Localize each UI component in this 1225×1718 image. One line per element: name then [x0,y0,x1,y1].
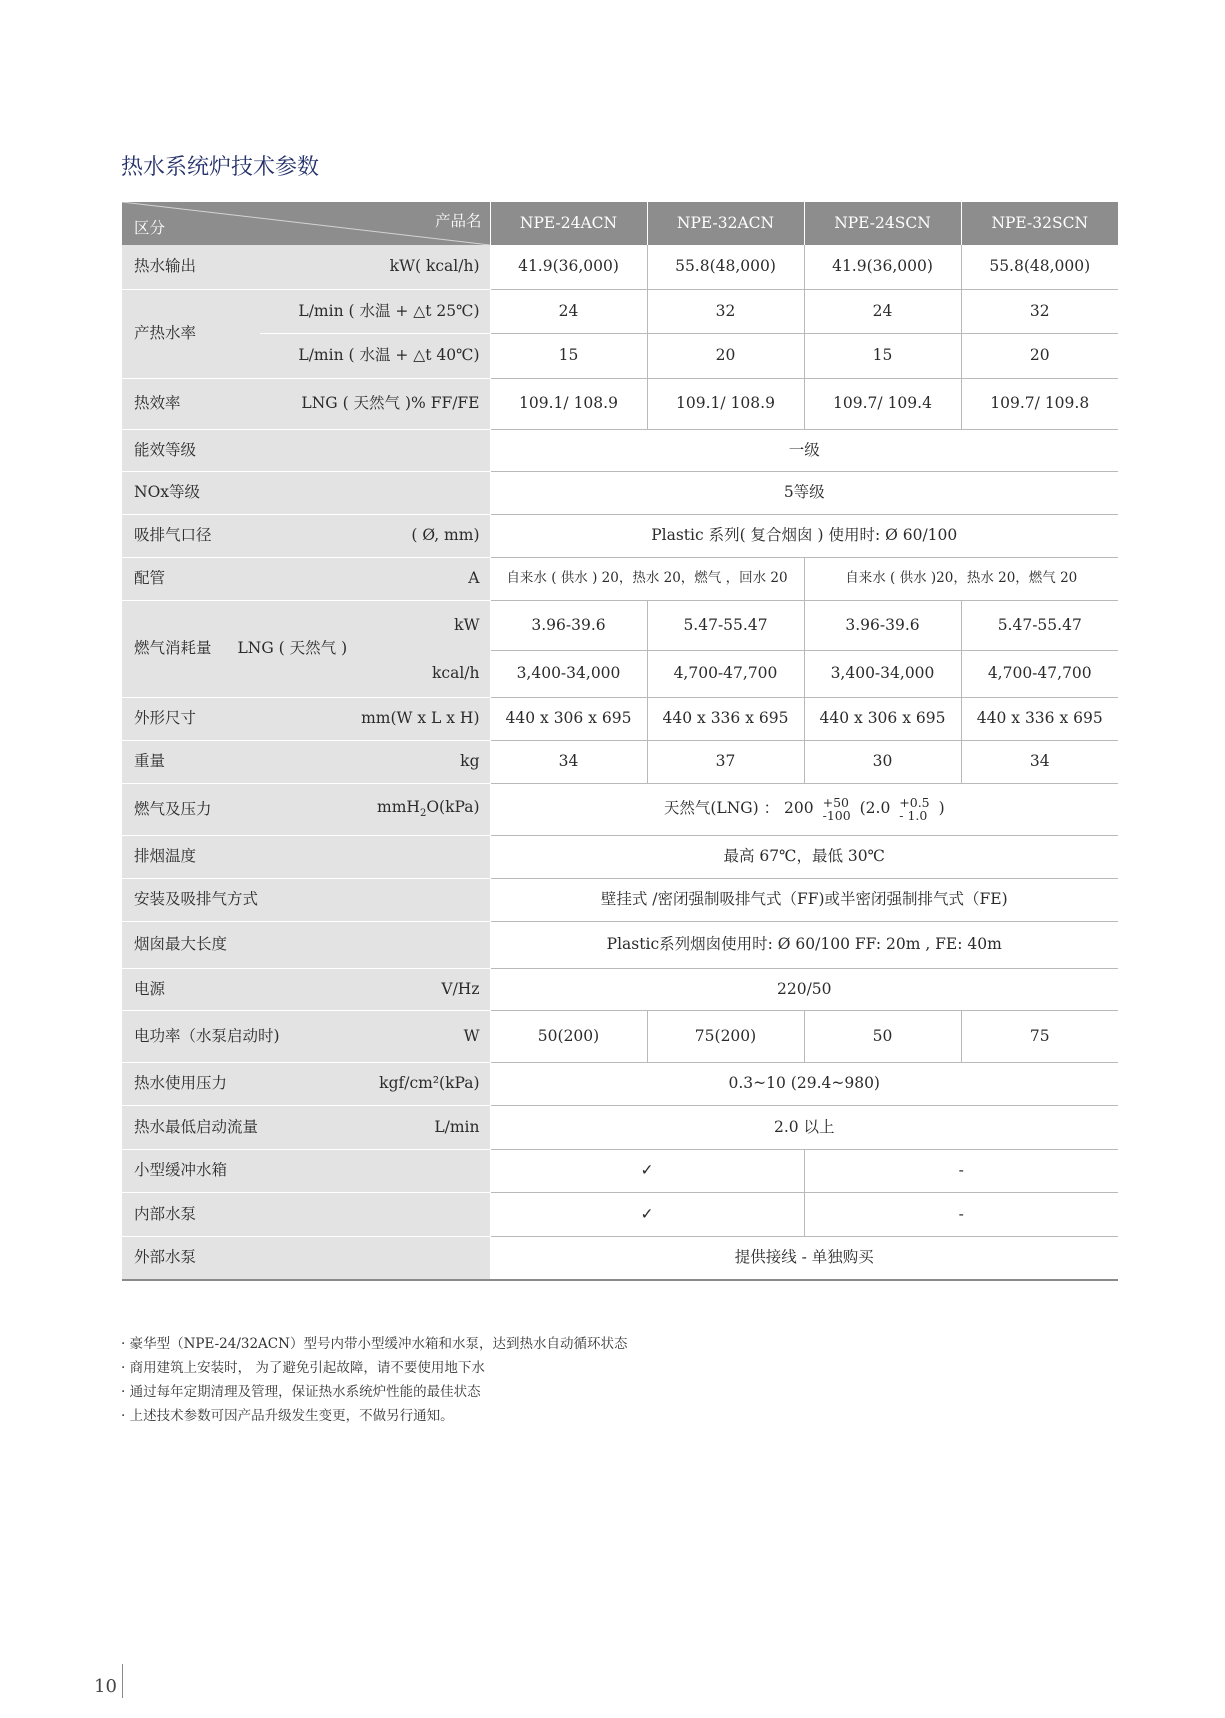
value-cell: 50(200) [490,1010,647,1062]
row-piping [122,557,1118,600]
row-label-cell [122,600,490,697]
value-cell: 55.8(48,000) [961,245,1118,289]
row-label: 配管 [134,569,166,588]
row-label: 烟囱最大长度 [134,935,228,954]
row-label-cell [122,557,490,600]
row-label-cell [122,514,490,557]
value-cell: 自来水 ( 供水 )20，热水 20，燃气 20 [804,557,1118,600]
row-unit: L/min [434,1117,480,1136]
row-label-cell [122,245,490,289]
row-label: 产热水率 [134,324,197,343]
value-cell: 109.7/ 109.8 [961,378,1118,429]
corner-category-label: 区分 [134,219,166,238]
page-number: 10 [94,1676,117,1697]
value-cell: 24 [490,289,647,334]
value-cell: 壁挂式 /密闭强制吸排气式（FF)或半密闭强制排气式（FE) [490,878,1118,921]
row-unit: mm(W x L x H) [361,709,480,728]
value-cell: 最高 67℃，最低 30℃ [490,835,1118,878]
row-label: 排烟温度 [134,847,197,866]
condition-label: L/min ( 水温 + △t 40℃) [298,346,480,365]
row-power-supply [122,968,1118,1010]
pressure-tolerance: +0.5 - 1.0 [899,794,930,823]
row-label: 热水使用压力 [134,1074,228,1093]
row-internal-pump [122,1192,1118,1236]
row-unit: kg [460,752,480,771]
value-cell: 4,700-47,700 [647,651,804,697]
row-unit: kgf/cm²(kPa) [379,1074,480,1093]
note-item: · 商用建筑上安装时， 为了避免引起故障，请不要使用地下水 [121,1360,485,1376]
value-cell: 41.9(36,000) [804,245,961,289]
row-buffer-tank [122,1149,1118,1192]
row-label-cell [122,1010,490,1062]
row-unit: A [468,569,480,588]
row-label: 热水最低启动流量 [134,1117,259,1136]
row-label: NOx等级 [134,483,201,502]
value-cell: 75 [961,1010,1118,1062]
value-cell: 55.8(48,000) [647,245,804,289]
value-cell: 15 [804,334,961,379]
spec-table [122,202,1118,1281]
row-unit: kW [454,615,480,634]
value-cell: 自来水 ( 供水 ) 20，热水 20，燃气 ，回水 20 [490,557,804,600]
row-fuel: LNG ( 天然气 ) [237,639,348,658]
value-cell: 3.96-39.6 [490,600,647,651]
value-cell: 109.7/ 109.4 [804,378,961,429]
value-cell: 32 [647,289,804,334]
row-install-method [122,878,1118,921]
row-unit: ( Ø, mm) [411,526,480,545]
value-cell: 50 [804,1010,961,1062]
value-cell: 一级 [490,429,1118,471]
row-label-cell [122,783,490,835]
row-thermal-efficiency [122,378,1118,429]
row-label-cell [122,921,490,968]
value-cell: 440 x 336 x 695 [647,697,804,740]
value-cell: 4,700-47,700 [961,651,1118,697]
row-label: 燃气及压力 [134,799,212,818]
value-cell: 34 [961,740,1118,783]
value-cell: 20 [647,334,804,379]
row-exhaust-temp [122,835,1118,878]
row-unit: LNG ( 天然气 )% FF/FE [301,394,480,413]
row-label: 电功率（水泵启动时) [134,1026,280,1045]
value-cell: 109.1/ 108.9 [647,378,804,429]
value-cell: 32 [961,289,1118,334]
value-cell: 37 [647,740,804,783]
row-water-pressure [122,1062,1118,1105]
value-cell: 20 [961,334,1118,379]
row-label: 能效等级 [134,440,197,459]
row-unit: kW( kcal/h) [389,257,480,276]
corner-product-label: 产品名 [434,212,482,230]
gas-pressure-kpa: (2.0 [859,799,891,817]
check-icon: ✓ [490,1192,804,1236]
row-min-flow [122,1105,1118,1149]
row-chimney-length [122,921,1118,968]
row-label-cell [122,1236,490,1280]
value-cell: 34 [490,740,647,783]
value-cell: 440 x 336 x 695 [961,697,1118,740]
row-label: 燃气消耗量 [134,639,212,658]
value-cell: 0.3~10 (29.4~980) [490,1062,1118,1105]
row-label-cell [122,740,490,783]
value-cell: Plastic系列烟囱使用时: Ø 60/100 FF: 20m , FE: 40m [490,921,1118,968]
value-cell: 5.47-55.47 [961,600,1118,651]
row-label-cell [122,1192,490,1236]
value-cell: 75(200) [647,1010,804,1062]
model-header: NPE-24ACN [490,202,647,245]
row-label: 安装及吸排气方式 [134,890,259,909]
condition-label: L/min ( 水温 + △t 25℃) [260,290,490,334]
row-label: 热效率 [134,394,181,413]
row-label: 热水输出 [134,257,197,276]
row-label: 外部水泵 [134,1248,197,1267]
row-label-cell [122,429,490,471]
model-header: NPE-32ACN [647,202,804,245]
value-cell: 24 [804,289,961,334]
row-hot-water-rate-1 [122,289,1118,334]
row-label: 小型缓冲水箱 [134,1161,228,1180]
corner-cell [122,202,490,245]
row-dimensions [122,697,1118,740]
value-cell: 220/50 [490,968,1118,1010]
notes-list [121,1332,627,1428]
row-label-cell [122,471,490,514]
model-header: NPE-32SCN [961,202,1118,245]
value-cell: 3,400-34,000 [804,651,961,697]
row-label: 内部水泵 [134,1204,197,1223]
value-cell: 440 x 306 x 695 [490,697,647,740]
check-icon: ✓ [490,1149,804,1192]
row-label: 吸排气口径 [134,526,212,545]
row-label: 重量 [134,752,166,771]
note-item: · 上述技术参数可因产品升级发生变更，不做另行通知。 [121,1408,454,1424]
value-cell: 5等级 [490,471,1118,514]
value-cell: 提供接线 - 单独购买 [490,1236,1118,1280]
row-label-cell [122,1062,490,1105]
value-cell: 2.0 以上 [490,1105,1118,1149]
row-unit: kcal/h [432,663,480,682]
value-cell: 41.9(36,000) [490,245,647,289]
row-intake-exhaust-diameter [122,514,1118,557]
row-nox-grade [122,471,1118,514]
value-cell: 30 [804,740,961,783]
value-cell: 3,400-34,000 [490,651,647,697]
dash-icon: - [804,1192,1118,1236]
row-label-cell [122,1105,490,1149]
dash-icon: - [804,1149,1118,1192]
row-power-consumption [122,1010,1118,1062]
row-label-cell [122,697,490,740]
pressure-tolerance: +50 -100 [822,794,851,823]
row-label-cell [122,968,490,1010]
row-unit: W [463,1026,480,1045]
value-cell: 5.47-55.47 [647,600,804,651]
value-cell: 109.1/ 108.9 [490,378,647,429]
row-energy-grade [122,429,1118,471]
row-label: 外形尺寸 [134,709,197,728]
row-external-pump [122,1236,1118,1280]
header-row [122,202,1118,245]
row-gas-consumption-1 [122,600,1118,651]
note-item: · 通过每年定期清理及管理，保证热水系统炉性能的最佳状态 [121,1384,481,1400]
value-cell: Plastic 系列( 复合烟囱 ) 使用时: Ø 60/100 [490,514,1118,557]
row-label-cell [122,1149,490,1192]
row-label-cell [122,878,490,921]
gas-pressure-text: 天然气(LNG) ： 200 [663,799,814,817]
value-cell: 天然气(LNG) ： 200 +50 -100 (2.0 +0.5 - 1.0 ) [490,783,1118,835]
row-label: 电源 [134,979,166,998]
row-label-cell [122,378,490,429]
note-item: · 豪华型（NPE-24/32ACN）型号内带小型缓冲水箱和水泵，达到热水自动循环状态 [121,1336,628,1352]
row-weight [122,740,1118,783]
value-cell: 15 [490,334,647,379]
row-hot-water-output [122,245,1118,289]
page-title: 热水系统炉技术参数 [121,155,320,180]
model-header: NPE-24SCN [804,202,961,245]
row-unit: mmH$_2$O(kPa) [377,797,480,820]
row-label-cell [122,289,490,378]
row-unit: V/Hz [441,979,480,998]
value-cell: 440 x 306 x 695 [804,697,961,740]
page-number-divider [122,1664,123,1698]
row-gas-pressure [122,783,1118,835]
row-label-cell [122,835,490,878]
value-cell: 3.96-39.6 [804,600,961,651]
